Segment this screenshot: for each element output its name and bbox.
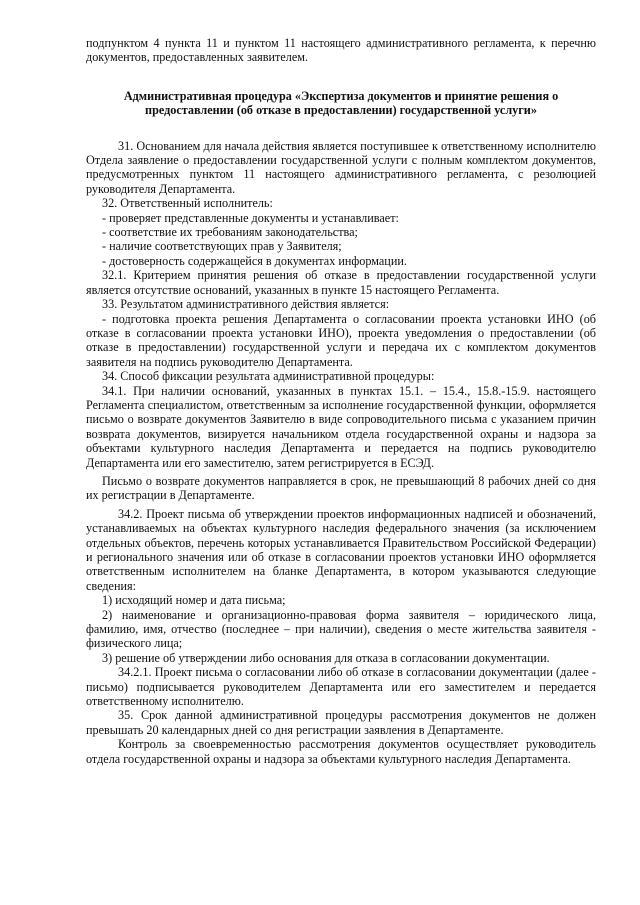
list-item: 1) исходящий номер и дата письма; [102, 593, 286, 608]
paragraph-35-control: Контроль за своевременностью рассмотрения документов осуществляет руководитель отдела государственной охраны и надзора за объектами культурного наследия Департамента. [86, 737, 596, 766]
paragraph-35: 35. Срок данной административной процедуры рассмотрения документов не должен превышать 20 календарных дней со дня регистрации заявления в Департаменте. [86, 708, 596, 737]
list-item: 3) решение об утверждении либо основания для отказа в согласовании документации. [102, 650, 550, 665]
paragraph-continuation: подпунктом 4 пункта 11 и пунктом 11 настоящего административного регламента, к перечню документов, предоставленных заявителем. [86, 36, 596, 65]
paragraph-34: 34. Способ фиксации результата административной процедуры: [102, 369, 435, 384]
paragraph-34-1-return-letter: Письмо о возврате документов направляется в срок, не превышающий 8 рабочих дней со дня их регистрации в Департаменте. [86, 473, 596, 503]
list-item: 2) наименование и организационно-правовая форма заявителя – юридического лица, фамилию, имя, отчество (последнее – при наличии), сведения о месте жительства заявителя - физического лица; [86, 607, 596, 651]
paragraph-34-1: 34.1. При наличии оснований, указанных в пунктах 15.1. – 15.4., 15.8.-15.9. настоящего Регламента специалистом, ответственным за исполнение государственной функции, оформляется письмо о возврате документов Заявителю в виде сопроводительного письма с указанием причин возврата документов, визируется начальником отдела государственной охраны и надзора за объектами культурного наследия Департамента и передается на подпись руководителю Департамента или его заместителю, затем регистрируется в ЕСЭД. [86, 383, 596, 470]
paragraph-33-item: - подготовка проекта решения Департамента о согласовании проекта установки ИНО (об отказе в согласовании проекта установки ИНО), проекта уведомления о предоставлении (об отказе в предоставлении) государственной услуги и передача их с комплектом документов заявителя на подпись руководителю Департамента. [86, 311, 596, 369]
section-heading: Административная процедура «Экспертиза документов и принятие решения о предоставлении (об отказе в предоставлении) государственной услуги» [123, 88, 559, 118]
paragraph-32-1: 32.1. Критерием принятия решения об отказе в предоставлении государственной услуги является отсутствие оснований, указанных в пункте 15 настоящего Регламента. [86, 268, 596, 297]
paragraph-34-2-list [86, 593, 596, 665]
list-item: - проверяет представленные документы и устанавливает: [102, 210, 399, 225]
paragraph-32-list [86, 211, 596, 269]
paragraph-34-2: 34.2. Проект письма об утверждении проектов информационных надписей и обозначений, устанавливаемых на объектах культурного наследия федерального значения (за исключением отдельных объектов, перечень которых устанавливается Правительством Российской Федерации) и регионального значения или об отказе в согласовании проектов установки ИНО оформляется ответственным исполнителем на бланке Департамента, в котором указываются следующие сведения: [86, 506, 596, 593]
list-item: - достоверность содержащейся в документах информации. [102, 253, 407, 268]
paragraph-32: 32. Ответственный исполнитель: [102, 196, 273, 211]
paragraph-31: 31. Основанием для начала действия является поступившее к ответственному исполнителю Отдела заявление о предоставлении государственной услуги с полным комплектом документов, предусмотренных пунктом 11 настоящего административного регламента, с резолюцией руководителя Департамента. [86, 138, 596, 196]
list-item: - соответствие их требованиям законодательства; [102, 225, 358, 240]
document-page [86, 36, 596, 766]
paragraph-34-2-1: 34.2.1. Проект письма о согласовании либо об отказе в согласовании документации (далее - письмо) подписывается руководителем Департамента или его заместителем и передается ответственному исполнителю. [86, 665, 596, 709]
paragraph-33: 33. Результатом административного действия является: [102, 297, 390, 312]
list-item: - наличие соответствующих прав у Заявителя; [102, 239, 342, 254]
